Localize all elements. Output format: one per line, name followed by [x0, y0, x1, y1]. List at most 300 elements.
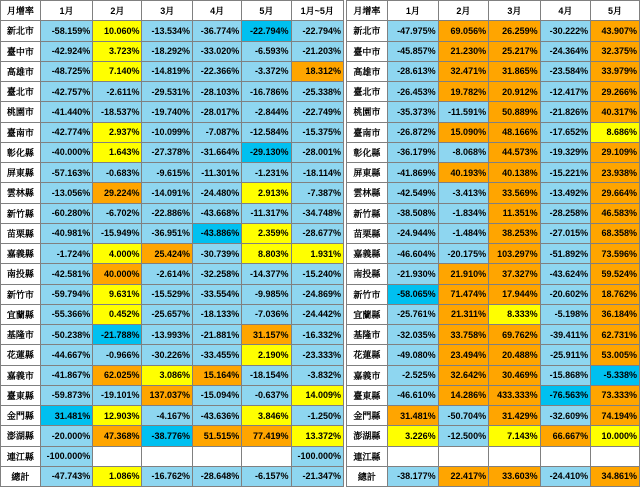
data-cell: -18.114% — [291, 163, 343, 183]
table-row — [1, 223, 344, 243]
data-cell: -15.221% — [540, 163, 590, 183]
data-cell: 21.311% — [438, 304, 488, 324]
data-cell: 3.846% — [242, 406, 291, 426]
data-cell — [242, 446, 291, 466]
table-row — [346, 466, 639, 486]
table-row — [346, 183, 639, 203]
data-cell: -33.020% — [193, 41, 242, 61]
data-cell: 69.762% — [489, 325, 541, 345]
data-cell: -19.329% — [540, 142, 590, 162]
data-cell: 30.469% — [489, 365, 541, 385]
table-row — [346, 385, 639, 405]
row-label: 雲林縣 — [346, 183, 387, 203]
row-label: 基隆市 — [346, 325, 387, 345]
data-cell: -7.036% — [242, 304, 291, 324]
data-cell: -26.872% — [388, 122, 438, 142]
data-cell: -46.610% — [388, 385, 438, 405]
row-label: 新竹市 — [346, 284, 387, 304]
row-label: 總計 — [1, 466, 41, 486]
table-row — [1, 284, 344, 304]
table-row — [1, 122, 344, 142]
data-cell: 21.230% — [438, 41, 488, 61]
data-cell: -41.869% — [388, 163, 438, 183]
data-cell: -1.484% — [438, 223, 488, 243]
data-cell: 29.664% — [591, 183, 640, 203]
row-label: 屏東縣 — [346, 163, 387, 183]
data-cell: -7.087% — [193, 122, 242, 142]
data-cell: -41.440% — [40, 102, 92, 122]
data-cell: 31.865% — [489, 61, 541, 81]
data-cell: -10.099% — [142, 122, 193, 142]
data-cell: 77.419% — [242, 426, 291, 446]
data-cell: -25.657% — [142, 304, 193, 324]
data-cell: -43.886% — [193, 223, 242, 243]
data-cell: -47.743% — [40, 466, 92, 486]
data-cell: -18.292% — [142, 41, 193, 61]
row-label: 金門縣 — [346, 406, 387, 426]
table-row — [1, 385, 344, 405]
data-cell: -1.231% — [242, 163, 291, 183]
table-row — [346, 406, 639, 426]
data-cell: 15.090% — [438, 122, 488, 142]
data-cell: 2.190% — [242, 345, 291, 365]
data-cell: -44.667% — [40, 345, 92, 365]
table-row — [346, 304, 639, 324]
column-header: 2月 — [93, 1, 142, 21]
row-label: 新北市 — [1, 21, 41, 41]
table-header-row — [346, 1, 639, 21]
data-cell: -21.788% — [93, 325, 142, 345]
table-row — [346, 102, 639, 122]
row-label: 臺南市 — [1, 122, 41, 142]
data-cell: -21.930% — [388, 264, 438, 284]
data-cell: 74.194% — [591, 406, 640, 426]
data-cell: -32.258% — [193, 264, 242, 284]
data-cell: -28.001% — [291, 142, 343, 162]
data-cell: -34.748% — [291, 203, 343, 223]
data-cell: -28.613% — [388, 61, 438, 81]
data-cell: 25.424% — [142, 244, 193, 264]
data-cell — [591, 446, 640, 466]
table-row — [346, 122, 639, 142]
data-cell: -47.975% — [388, 21, 438, 41]
data-cell: 62.025% — [93, 365, 142, 385]
data-cell: -25.911% — [540, 345, 590, 365]
data-cell: -0.966% — [93, 345, 142, 365]
row-label: 南投縣 — [1, 264, 41, 284]
data-cell: -20.602% — [540, 284, 590, 304]
data-cell: -8.068% — [438, 142, 488, 162]
column-header: 1月 — [40, 1, 92, 21]
data-cell: -1.250% — [291, 406, 343, 426]
row-label: 臺中市 — [346, 41, 387, 61]
data-cell: -49.080% — [388, 345, 438, 365]
table-row — [346, 426, 639, 446]
table-row — [346, 41, 639, 61]
data-cell: -28.677% — [291, 223, 343, 243]
row-label: 澎湖縣 — [346, 426, 387, 446]
data-cell: 29.266% — [591, 82, 640, 102]
data-cell: -100.000% — [40, 446, 92, 466]
data-cell: 40.193% — [438, 163, 488, 183]
column-header: 3月 — [489, 1, 541, 21]
data-cell: 10.000% — [591, 426, 640, 446]
table-row — [1, 41, 344, 61]
row-label: 連江縣 — [346, 446, 387, 466]
data-cell: -24.944% — [388, 223, 438, 243]
data-cell: -42.924% — [40, 41, 92, 61]
data-cell: 8.686% — [591, 122, 640, 142]
data-cell: 47.368% — [93, 426, 142, 446]
row-label: 金門縣 — [1, 406, 41, 426]
data-cell: -6.593% — [242, 41, 291, 61]
data-cell: 33.758% — [438, 325, 488, 345]
data-cell — [93, 446, 142, 466]
data-cell: -32.609% — [540, 406, 590, 426]
column-header: 4月 — [193, 1, 242, 21]
data-cell — [388, 446, 438, 466]
data-cell: 69.056% — [438, 21, 488, 41]
data-cell: 13.372% — [291, 426, 343, 446]
data-cell: 19.782% — [438, 82, 488, 102]
data-cell: -20.175% — [438, 244, 488, 264]
data-cell: -13.492% — [540, 183, 590, 203]
data-cell: -9.615% — [142, 163, 193, 183]
data-cell: -2.525% — [388, 365, 438, 385]
table-row — [1, 325, 344, 345]
table-row — [1, 203, 344, 223]
data-cell: 1.643% — [93, 142, 142, 162]
row-label: 苗栗縣 — [1, 223, 41, 243]
data-cell: -5.338% — [591, 365, 640, 385]
data-cell: 29.109% — [591, 142, 640, 162]
data-cell: -21.881% — [193, 325, 242, 345]
data-cell: 40.317% — [591, 102, 640, 122]
data-cell: 33.979% — [591, 61, 640, 81]
data-cell — [193, 446, 242, 466]
data-cell: -76.563% — [540, 385, 590, 405]
data-cell: -22.794% — [242, 21, 291, 41]
data-cell: 3.226% — [388, 426, 438, 446]
data-cell: -12.584% — [242, 122, 291, 142]
data-cell: -18.537% — [93, 102, 142, 122]
table-row — [346, 61, 639, 81]
data-cell: 1.931% — [291, 244, 343, 264]
data-cell: 31.481% — [40, 406, 92, 426]
data-cell: 3.086% — [142, 365, 193, 385]
data-cell: -12.417% — [540, 82, 590, 102]
data-cell: -22.366% — [193, 61, 242, 81]
column-header: 2月 — [438, 1, 488, 21]
data-cell: -31.664% — [193, 142, 242, 162]
data-cell — [142, 446, 193, 466]
data-cell: -18.154% — [242, 365, 291, 385]
data-cell: -21.203% — [291, 41, 343, 61]
row-label: 南投縣 — [346, 264, 387, 284]
data-cell: -36.951% — [142, 223, 193, 243]
data-cell: 3.723% — [93, 41, 142, 61]
data-cell: 0.452% — [93, 304, 142, 324]
data-cell: 8.333% — [489, 304, 541, 324]
data-cell: -43.624% — [540, 264, 590, 284]
data-cell: -55.366% — [40, 304, 92, 324]
data-cell: -22.886% — [142, 203, 193, 223]
data-cell: -25.761% — [388, 304, 438, 324]
table-row — [346, 325, 639, 345]
data-cell: -57.163% — [40, 163, 92, 183]
data-cell: 68.358% — [591, 223, 640, 243]
data-cell: -48.725% — [40, 61, 92, 81]
data-cell: 50.889% — [489, 102, 541, 122]
data-cell: 43.907% — [591, 21, 640, 41]
data-cell: -40.981% — [40, 223, 92, 243]
data-cell: -42.774% — [40, 122, 92, 142]
data-cell: -100.000% — [291, 446, 343, 466]
row-label: 屏東縣 — [1, 163, 41, 183]
data-cell: 48.166% — [489, 122, 541, 142]
data-cell: -24.364% — [540, 41, 590, 61]
data-cell: -46.604% — [388, 244, 438, 264]
row-label: 彰化縣 — [1, 142, 41, 162]
data-cell: 2.913% — [242, 183, 291, 203]
data-cell: 32.375% — [591, 41, 640, 61]
data-cell: -15.949% — [93, 223, 142, 243]
data-cell: -38.776% — [142, 426, 193, 446]
data-cell: 1.086% — [93, 466, 142, 486]
data-cell — [489, 446, 541, 466]
table-row — [1, 466, 344, 486]
row-label: 臺北市 — [346, 82, 387, 102]
data-cell: -6.702% — [93, 203, 142, 223]
row-label: 嘉義市 — [1, 365, 41, 385]
data-cell: 31.157% — [242, 325, 291, 345]
row-label: 臺北市 — [1, 82, 41, 102]
data-cell: 53.005% — [591, 345, 640, 365]
table-header-row — [1, 1, 344, 21]
table-row — [1, 406, 344, 426]
data-cell: 2.359% — [242, 223, 291, 243]
table-row — [346, 82, 639, 102]
data-cell: -7.387% — [291, 183, 343, 203]
data-cell: -9.985% — [242, 284, 291, 304]
data-cell: 14.009% — [291, 385, 343, 405]
row-label: 花蓮縣 — [346, 345, 387, 365]
column-header: 5月 — [242, 1, 291, 21]
data-cell: 17.944% — [489, 284, 541, 304]
data-cell: -16.762% — [142, 466, 193, 486]
data-cell: -30.222% — [540, 21, 590, 41]
data-cell: -6.157% — [242, 466, 291, 486]
data-cell: -12.500% — [438, 426, 488, 446]
table-row — [346, 21, 639, 41]
data-cell: -28.258% — [540, 203, 590, 223]
data-cell: 7.140% — [93, 61, 142, 81]
data-cell: -33.554% — [193, 284, 242, 304]
data-cell: 33.569% — [489, 183, 541, 203]
data-cell: -3.832% — [291, 365, 343, 385]
data-cell: 22.417% — [438, 466, 488, 486]
data-cell: 59.524% — [591, 264, 640, 284]
table-row — [1, 183, 344, 203]
data-cell: 71.474% — [438, 284, 488, 304]
data-cell: -38.177% — [388, 466, 438, 486]
data-cell: -1.724% — [40, 244, 92, 264]
column-header: 1月~5月 — [291, 1, 343, 21]
data-cell: -2.844% — [242, 102, 291, 122]
data-cell: 18.312% — [291, 61, 343, 81]
data-cell: 103.297% — [489, 244, 541, 264]
data-cell: -39.411% — [540, 325, 590, 345]
column-header: 4月 — [540, 1, 590, 21]
data-cell: 2.937% — [93, 122, 142, 142]
data-cell: -50.704% — [438, 406, 488, 426]
data-cell: -15.868% — [540, 365, 590, 385]
data-cell: 36.184% — [591, 304, 640, 324]
data-cell: -51.892% — [540, 244, 590, 264]
data-cell: -21.826% — [540, 102, 590, 122]
row-label: 總計 — [346, 466, 387, 486]
row-label: 澎湖縣 — [1, 426, 41, 446]
table-row — [346, 345, 639, 365]
data-cell: 18.762% — [591, 284, 640, 304]
data-cell: 10.060% — [93, 21, 142, 41]
data-cell: -23.584% — [540, 61, 590, 81]
data-cell: -20.000% — [40, 426, 92, 446]
row-label: 臺中市 — [1, 41, 41, 61]
data-cell: 25.217% — [489, 41, 541, 61]
data-cell: 31.429% — [489, 406, 541, 426]
data-cell: 66.667% — [540, 426, 590, 446]
data-cell: 51.515% — [193, 426, 242, 446]
row-label: 嘉義市 — [346, 365, 387, 385]
data-cell: -59.794% — [40, 284, 92, 304]
data-cell: 20.488% — [489, 345, 541, 365]
table-row — [346, 446, 639, 466]
data-cell: -13.534% — [142, 21, 193, 41]
data-cell: -24.410% — [540, 466, 590, 486]
data-cell: 26.259% — [489, 21, 541, 41]
data-cell: 12.903% — [93, 406, 142, 426]
data-cell: 40.138% — [489, 163, 541, 183]
data-cell: 32.471% — [438, 61, 488, 81]
data-cell: 9.631% — [93, 284, 142, 304]
row-label: 嘉義縣 — [1, 244, 41, 264]
row-label: 宜蘭縣 — [1, 304, 41, 324]
table-row — [346, 264, 639, 284]
table-row — [1, 244, 344, 264]
data-cell: -23.333% — [291, 345, 343, 365]
data-cell: -0.637% — [242, 385, 291, 405]
data-cell: 73.333% — [591, 385, 640, 405]
data-cell: -38.508% — [388, 203, 438, 223]
data-cell: -32.035% — [388, 325, 438, 345]
data-cell: -59.873% — [40, 385, 92, 405]
row-label: 基隆市 — [1, 325, 41, 345]
data-cell: -0.683% — [93, 163, 142, 183]
data-cell: -24.480% — [193, 183, 242, 203]
table-row — [346, 163, 639, 183]
data-cell: 40.000% — [93, 264, 142, 284]
data-cell: -11.317% — [242, 203, 291, 223]
data-cell: -13.993% — [142, 325, 193, 345]
table-row — [346, 203, 639, 223]
data-cell: 137.037% — [142, 385, 193, 405]
column-header: 1月 — [388, 1, 438, 21]
data-cell: -19.101% — [93, 385, 142, 405]
column-header: 月增率 — [346, 1, 387, 21]
data-cell: 62.731% — [591, 325, 640, 345]
data-cell: -24.869% — [291, 284, 343, 304]
row-label: 臺東縣 — [346, 385, 387, 405]
table-row — [346, 284, 639, 304]
data-cell: -4.167% — [142, 406, 193, 426]
data-cell: -3.372% — [242, 61, 291, 81]
data-cell: -15.375% — [291, 122, 343, 142]
data-cell: -42.757% — [40, 82, 92, 102]
data-cell: -15.240% — [291, 264, 343, 284]
data-cell: 29.224% — [93, 183, 142, 203]
table-row — [1, 163, 344, 183]
data-cell: -33.455% — [193, 345, 242, 365]
row-label: 新竹縣 — [1, 203, 41, 223]
row-label: 新北市 — [346, 21, 387, 41]
data-cell — [438, 446, 488, 466]
data-cell: 14.286% — [438, 385, 488, 405]
data-cell: -58.065% — [388, 284, 438, 304]
row-label: 嘉義縣 — [346, 244, 387, 264]
row-label: 高雄市 — [346, 61, 387, 81]
annual-growth-table — [346, 0, 640, 487]
data-cell: -22.794% — [291, 21, 343, 41]
table-row — [1, 21, 344, 41]
data-cell: 15.164% — [193, 365, 242, 385]
table-row — [1, 61, 344, 81]
data-cell: -22.749% — [291, 102, 343, 122]
row-label: 臺南市 — [346, 122, 387, 142]
data-cell: -36.179% — [388, 142, 438, 162]
row-label: 苗栗縣 — [346, 223, 387, 243]
data-cell: -26.453% — [388, 82, 438, 102]
column-header: 月增率 — [1, 1, 41, 21]
table-row — [1, 365, 344, 385]
data-cell: -14.377% — [242, 264, 291, 284]
data-cell: -17.652% — [540, 122, 590, 142]
data-cell: -40.000% — [40, 142, 92, 162]
data-cell: 33.603% — [489, 466, 541, 486]
data-cell: 7.143% — [489, 426, 541, 446]
data-cell: -14.091% — [142, 183, 193, 203]
table-row — [1, 345, 344, 365]
table-row — [1, 142, 344, 162]
data-cell: -60.280% — [40, 203, 92, 223]
data-cell: 23.494% — [438, 345, 488, 365]
data-cell: -24.442% — [291, 304, 343, 324]
data-cell: -1.834% — [438, 203, 488, 223]
data-cell: -45.857% — [388, 41, 438, 61]
data-cell: -3.413% — [438, 183, 488, 203]
column-header: 5月 — [591, 1, 640, 21]
data-cell: -30.226% — [142, 345, 193, 365]
data-cell: -15.529% — [142, 284, 193, 304]
row-label: 新竹縣 — [346, 203, 387, 223]
data-cell: 31.481% — [388, 406, 438, 426]
data-cell: 21.910% — [438, 264, 488, 284]
data-cell: -28.103% — [193, 82, 242, 102]
data-cell: -42.581% — [40, 264, 92, 284]
data-cell: 44.573% — [489, 142, 541, 162]
data-cell: -29.130% — [242, 142, 291, 162]
data-cell: -27.015% — [540, 223, 590, 243]
